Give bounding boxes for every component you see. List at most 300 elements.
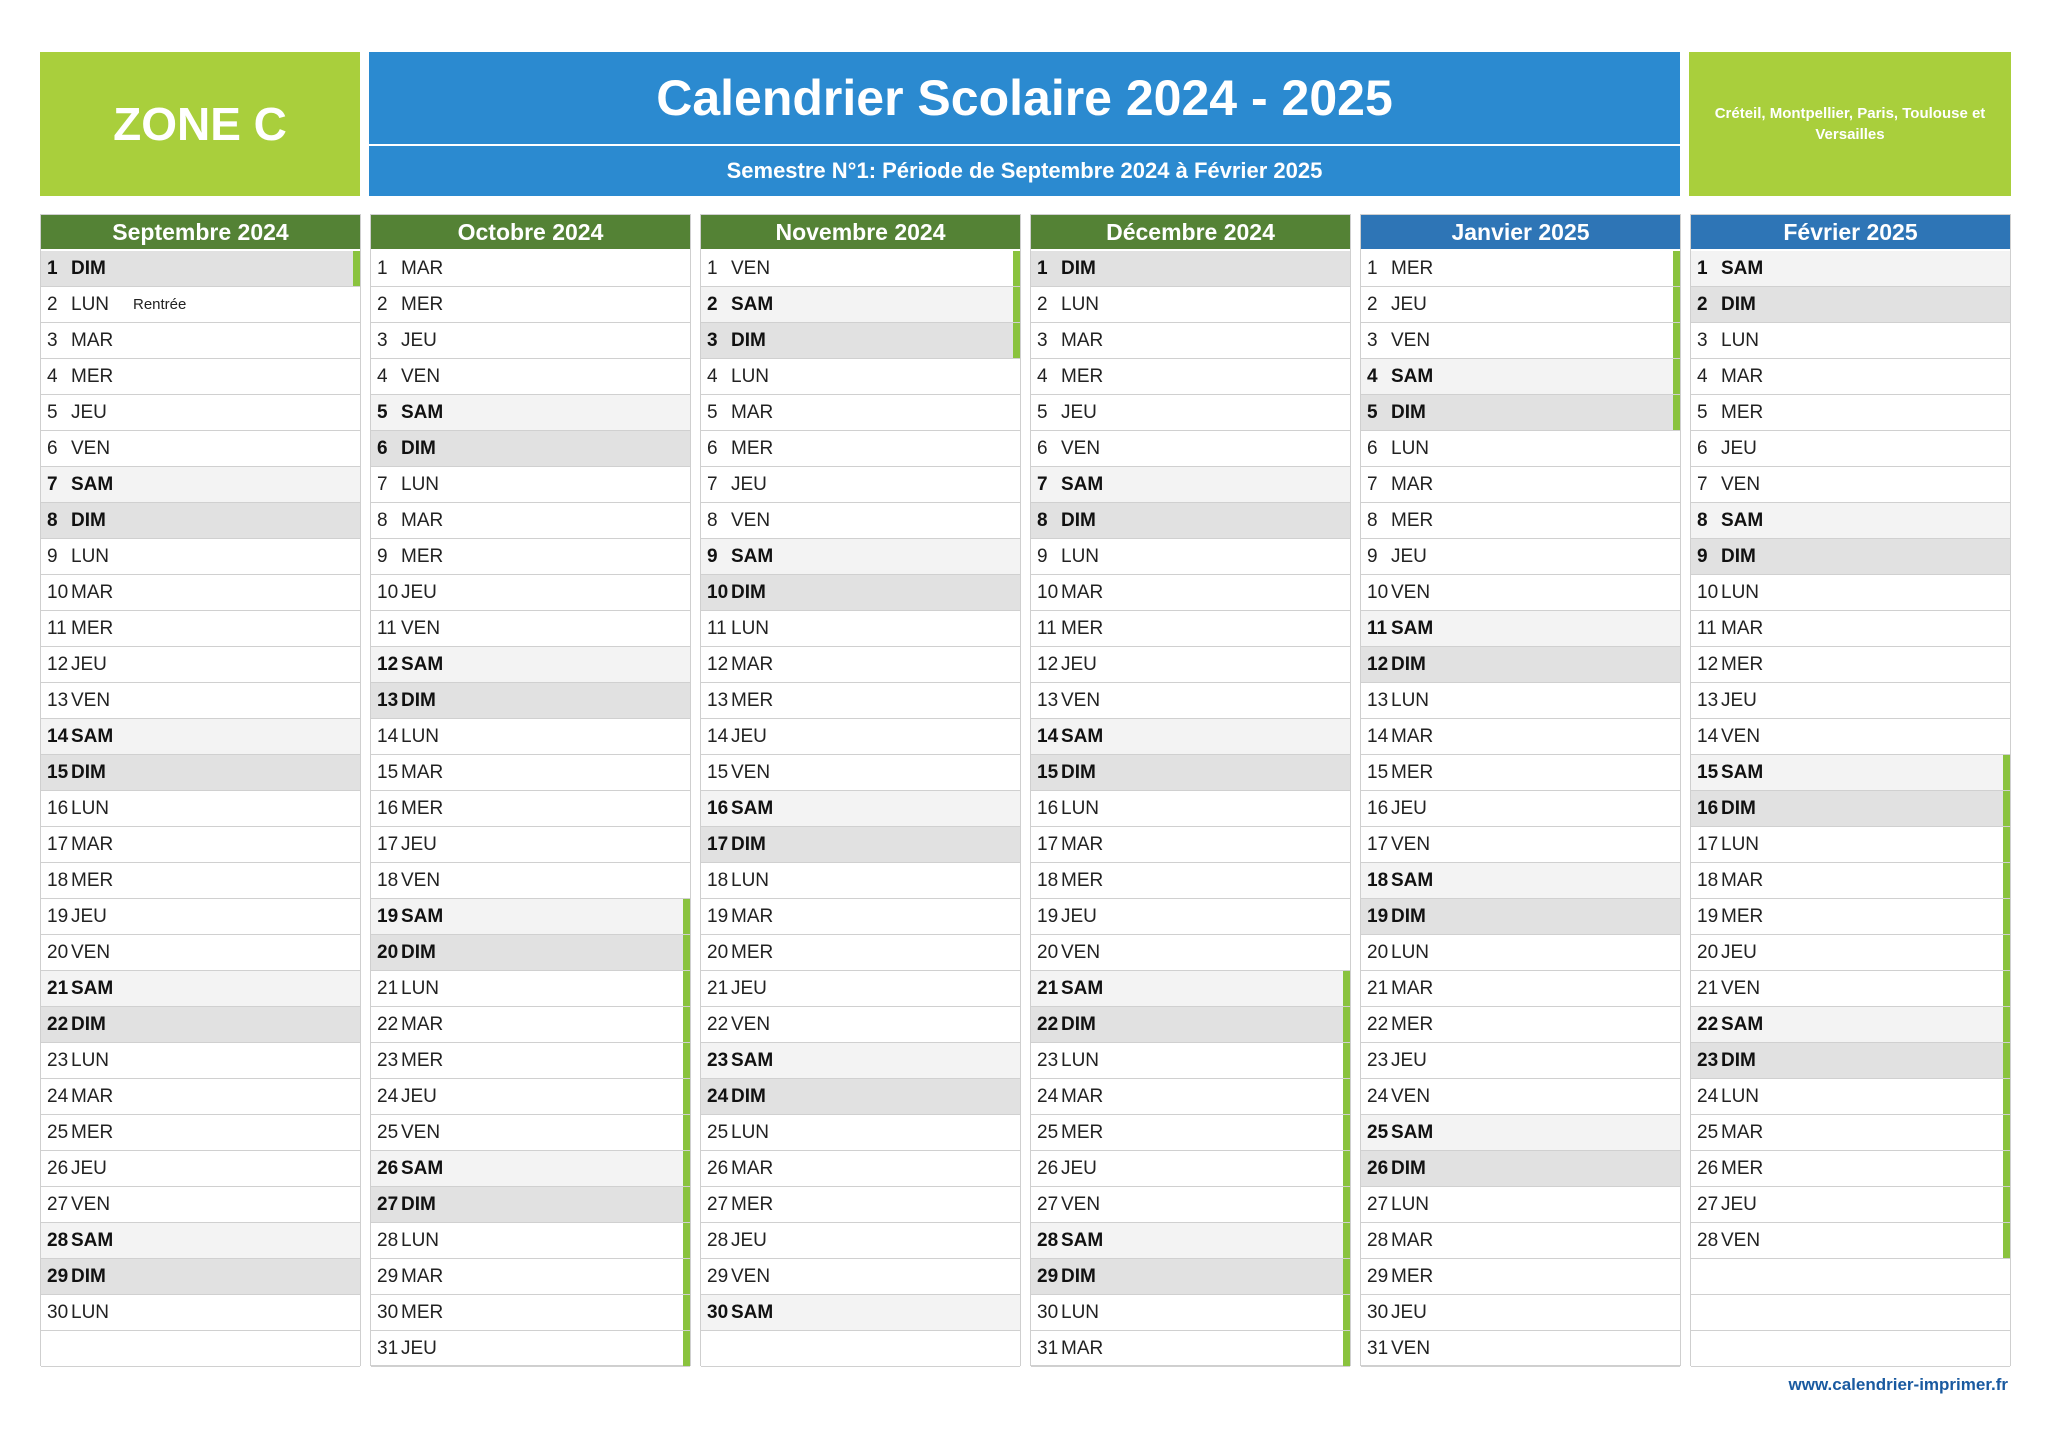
day-row [371,719,690,755]
vacation-marker [2003,971,2010,1006]
weekday-label: DIM [731,329,766,351]
day-row [41,359,360,395]
weekday-label: MER [1721,653,1764,675]
day-number: 16 [1037,797,1059,819]
day-row [1361,863,1680,899]
weekday-label: DIM [1061,1013,1096,1035]
weekday-label: MER [71,1121,114,1143]
vacation-marker [1343,1151,1350,1186]
day-number: 2 [707,293,718,315]
day-number: 11 [47,617,67,639]
weekday-label: MER [731,1193,774,1215]
day-row [371,863,690,899]
weekday-label: MAR [1721,365,1764,387]
day-row [1031,863,1350,899]
weekday-label: SAM [1721,509,1764,531]
day-number: 1 [1367,257,1378,279]
day-row [1691,1007,2010,1043]
weekday-label: MAR [1061,833,1104,855]
weekday-label: DIM [731,581,766,603]
month-header: Février 2025 [1691,215,2010,251]
day-number: 8 [377,509,388,531]
vacation-marker [1013,323,1020,358]
weekday-label: JEU [401,329,437,351]
day-number: 20 [377,941,399,963]
day-number: 30 [47,1301,69,1323]
day-row [1691,1259,2010,1295]
day-row [1691,647,2010,683]
day-number: 3 [47,329,58,351]
day-number: 11 [1697,617,1717,639]
vacation-marker [683,971,690,1006]
vacation-marker [2003,755,2010,790]
day-row [701,827,1020,863]
day-row [1691,791,2010,827]
weekday-label: VEN [71,437,111,459]
weekday-label: MER [1391,761,1434,783]
day-number: 9 [1037,545,1048,567]
day-number: 20 [47,941,69,963]
weekday-label: LUN [1721,329,1760,351]
day-row [1031,1187,1350,1223]
vacation-marker [683,1007,690,1042]
day-row [41,1295,360,1331]
day-row [1691,1043,2010,1079]
day-note: Rentrée [133,296,187,313]
weekday-label: LUN [71,1301,110,1323]
day-number: 27 [1037,1193,1059,1215]
day-number: 4 [707,365,718,387]
vacation-marker [2003,935,2010,970]
day-number: 26 [1697,1157,1719,1179]
weekday-label: DIM [731,833,766,855]
day-row [1031,611,1350,647]
day-number: 18 [377,869,399,891]
day-row [1031,1115,1350,1151]
weekday-label: MER [401,797,444,819]
day-number: 25 [1697,1121,1719,1143]
day-row [701,755,1020,791]
day-number: 19 [1697,905,1719,927]
day-row [1031,755,1350,791]
weekday-label: LUN [731,1121,770,1143]
day-row [1031,935,1350,971]
weekday-label: VEN [71,1193,111,1215]
day-number: 24 [1037,1085,1059,1107]
weekday-label: DIM [71,761,106,783]
day-number: 25 [1367,1121,1389,1143]
day-number: 11 [707,617,727,639]
vacation-marker [2003,1151,2010,1186]
weekday-label: JEU [1391,797,1427,819]
day-row [41,755,360,791]
weekday-label: DIM [71,509,106,531]
day-row [1691,431,2010,467]
weekday-label: VEN [731,761,771,783]
day-number: 17 [707,833,729,855]
vacation-marker [2003,1079,2010,1114]
day-number: 11 [1037,617,1057,639]
weekday-label: MER [1721,1157,1764,1179]
weekday-label: MER [71,365,114,387]
day-row [1691,1223,2010,1259]
month-header: Janvier 2025 [1361,215,1680,251]
day-row [701,287,1020,323]
day-number: 24 [707,1085,729,1107]
day-row [701,467,1020,503]
day-number: 3 [1037,329,1048,351]
weekday-label: DIM [731,1085,766,1107]
day-number: 24 [1697,1085,1719,1107]
day-row [1691,719,2010,755]
day-number: 21 [377,977,399,999]
day-row [1691,575,2010,611]
day-row [1361,1043,1680,1079]
weekday-label: VEN [1061,1193,1101,1215]
day-number: 21 [1037,977,1059,999]
day-number: 27 [377,1193,399,1215]
day-number: 3 [1697,329,1708,351]
day-number: 8 [1697,509,1708,531]
day-number: 23 [377,1049,399,1071]
day-number: 30 [1367,1301,1389,1323]
weekday-label: VEN [401,1121,441,1143]
day-row [1691,467,2010,503]
day-row [41,935,360,971]
day-row [41,503,360,539]
weekday-label: JEU [1061,653,1097,675]
weekday-label: JEU [401,581,437,603]
day-row [1691,935,2010,971]
weekday-label: MAR [1721,617,1764,639]
day-number: 29 [707,1265,729,1287]
day-row [1031,1043,1350,1079]
day-row [1361,899,1680,935]
website-link[interactable]: www.calendrier-imprimer.fr [1788,1375,2008,1394]
day-number: 22 [377,1013,399,1035]
weekday-label: MAR [401,1265,444,1287]
weekday-label: LUN [1061,545,1100,567]
weekday-label: JEU [1391,545,1427,567]
vacation-marker [1013,287,1020,322]
day-number: 17 [47,833,69,855]
day-row [1361,755,1680,791]
day-number: 22 [1367,1013,1389,1035]
day-row [41,683,360,719]
weekday-label: LUN [1061,1301,1100,1323]
weekday-label: JEU [1391,1049,1427,1071]
day-number: 16 [377,797,399,819]
day-row [41,719,360,755]
day-number: 5 [47,401,58,423]
weekday-label: DIM [71,1265,106,1287]
day-row [371,467,690,503]
weekday-label: LUN [1061,797,1100,819]
day-number: 12 [377,653,399,675]
weekday-label: LUN [71,797,110,819]
weekday-label: DIM [1061,509,1096,531]
day-row [371,431,690,467]
day-row [1361,1295,1680,1331]
weekday-label: JEU [401,1085,437,1107]
day-row [1031,1151,1350,1187]
day-row [701,1151,1020,1187]
day-number: 24 [1367,1085,1389,1107]
weekday-label: JEU [1391,293,1427,315]
day-number: 25 [47,1121,69,1143]
vacation-marker [683,1115,690,1150]
day-row [1031,539,1350,575]
weekday-label: MAR [1061,329,1104,351]
day-number: 1 [47,257,58,279]
weekday-label: MER [1391,257,1434,279]
day-number: 4 [47,365,58,387]
day-row [371,1295,690,1331]
weekday-label: MAR [71,1085,114,1107]
weekday-label: SAM [1061,473,1104,495]
day-number: 29 [1037,1265,1059,1287]
day-number: 16 [47,797,69,819]
day-row [41,1115,360,1151]
day-number: 29 [47,1265,69,1287]
day-number: 1 [707,257,718,279]
weekday-label: SAM [1061,725,1104,747]
day-number: 28 [1367,1229,1389,1251]
weekday-label: SAM [1721,761,1764,783]
weekday-label: VEN [1391,329,1431,351]
weekday-label: SAM [1391,617,1434,639]
weekday-label: MAR [731,905,774,927]
day-row [701,359,1020,395]
day-row [1691,827,2010,863]
title-banner [369,52,1680,196]
day-number: 12 [707,653,729,675]
day-row [41,1079,360,1115]
day-row [1691,1115,2010,1151]
weekday-label: MER [401,1049,444,1071]
vacation-marker [1673,395,1680,430]
day-row [1361,1007,1680,1043]
day-number: 29 [1367,1265,1389,1287]
day-number: 6 [1037,437,1048,459]
day-number: 28 [1697,1229,1719,1251]
day-row [371,1007,690,1043]
weekday-label: MAR [401,257,444,279]
day-row [1031,467,1350,503]
day-number: 9 [1697,545,1708,567]
weekday-label: MER [731,689,774,711]
day-number: 13 [47,689,69,711]
weekday-label: JEU [731,473,767,495]
weekday-label: SAM [71,473,114,495]
day-row [371,827,690,863]
day-number: 10 [1037,581,1059,603]
day-row [1361,359,1680,395]
weekday-label: VEN [731,257,771,279]
day-number: 12 [1037,653,1059,675]
weekday-label: DIM [401,437,436,459]
day-row [371,395,690,431]
day-number: 20 [1697,941,1719,963]
day-number: 23 [1697,1049,1719,1071]
day-row [701,1259,1020,1295]
day-row [701,503,1020,539]
weekday-label: LUN [731,869,770,891]
day-row [1361,1079,1680,1115]
day-row [1361,683,1680,719]
weekday-label: SAM [1391,1121,1434,1143]
day-number: 17 [377,833,399,855]
weekday-label: MER [71,869,114,891]
day-number: 23 [1367,1049,1389,1071]
day-row [41,1187,360,1223]
day-number: 27 [1367,1193,1389,1215]
day-row [41,827,360,863]
day-number: 6 [377,437,388,459]
day-number: 7 [377,473,388,495]
weekday-label: JEU [71,653,107,675]
day-row [701,1007,1020,1043]
vacation-marker [1343,1007,1350,1042]
day-number: 12 [47,653,69,675]
day-number: 20 [707,941,729,963]
day-row [1361,1223,1680,1259]
day-row [1031,719,1350,755]
weekday-label: VEN [1721,725,1761,747]
day-row [1031,1259,1350,1295]
day-number: 5 [707,401,718,423]
weekday-label: MAR [71,581,114,603]
day-number: 15 [707,761,729,783]
weekday-label: MER [1391,1265,1434,1287]
day-number: 16 [1367,797,1389,819]
day-row [701,863,1020,899]
day-row [701,1223,1020,1259]
day-number: 18 [1037,869,1059,891]
vacation-marker [2003,1187,2010,1222]
weekday-label: VEN [731,1013,771,1035]
day-number: 19 [47,905,69,927]
weekday-label: MAR [1721,869,1764,891]
day-row [1031,323,1350,359]
day-number: 18 [1697,869,1719,891]
day-number: 9 [47,545,58,567]
day-row [371,791,690,827]
day-number: 11 [1367,617,1388,639]
weekday-label: LUN [1391,437,1430,459]
day-number: 4 [1367,365,1378,387]
weekday-label: JEU [1721,689,1757,711]
weekday-label: VEN [1391,581,1431,603]
day-number: 5 [1697,401,1708,423]
day-row [1691,683,2010,719]
day-number: 3 [1367,329,1378,351]
day-row [1031,287,1350,323]
weekday-label: VEN [1721,1229,1761,1251]
day-number: 10 [47,581,69,603]
day-number: 4 [1037,365,1048,387]
day-number: 30 [707,1301,729,1323]
weekday-label: VEN [1721,473,1761,495]
day-number: 16 [1697,797,1719,819]
weekday-label: LUN [1721,1085,1760,1107]
day-row [701,1295,1020,1331]
day-number: 31 [377,1337,399,1359]
day-row [1691,899,2010,935]
day-row [1031,647,1350,683]
weekday-label: MER [1391,509,1434,531]
weekday-label: MAR [401,509,444,531]
vacation-marker [1343,1187,1350,1222]
zone-label: ZONE C [40,52,360,196]
day-number: 5 [377,401,388,423]
weekday-label: VEN [731,509,771,531]
day-number: 28 [707,1229,729,1251]
day-number: 24 [47,1085,69,1107]
weekday-label: JEU [71,401,107,423]
day-number: 10 [1367,581,1389,603]
day-row [1031,359,1350,395]
weekday-label: VEN [1391,1337,1431,1359]
day-number: 23 [707,1049,729,1071]
vacation-marker [683,1259,690,1294]
day-number: 15 [47,761,69,783]
day-number: 19 [1037,905,1059,927]
day-number: 13 [377,689,399,711]
day-number: 20 [1037,941,1059,963]
day-row [1361,503,1680,539]
weekday-label: MAR [1391,977,1434,999]
vacation-marker [683,935,690,970]
day-row [41,467,360,503]
day-row [701,323,1020,359]
calendar-grid [40,214,2011,1366]
weekday-label: MAR [71,833,114,855]
weekday-label: MER [1061,617,1104,639]
day-row [371,1151,690,1187]
weekday-label: LUN [71,1049,110,1071]
day-number: 7 [1367,473,1378,495]
weekday-label: VEN [1061,437,1101,459]
day-number: 17 [1697,833,1719,855]
vacation-marker [1013,251,1020,286]
weekday-label: VEN [731,1265,771,1287]
day-number: 5 [1037,401,1048,423]
weekday-label: SAM [1061,1229,1104,1251]
day-number: 24 [377,1085,399,1107]
day-number: 2 [1367,293,1378,315]
vacation-marker [683,1043,690,1078]
month-column [1030,214,1351,1366]
day-number: 19 [707,905,729,927]
weekday-label: MER [731,941,774,963]
day-row [371,755,690,791]
weekday-label: MAR [401,1013,444,1035]
vacation-marker [2003,1223,2010,1258]
day-row [701,431,1020,467]
day-row [701,395,1020,431]
day-row [1361,1187,1680,1223]
weekday-label: MAR [1391,725,1434,747]
weekday-label: MAR [1061,1337,1104,1359]
weekday-label: JEU [401,1337,437,1359]
day-row [1031,971,1350,1007]
day-row [1691,1295,2010,1331]
weekday-label: MER [1721,401,1764,423]
month-column [370,214,691,1366]
day-row [701,575,1020,611]
weekday-label: MAR [1391,473,1434,495]
